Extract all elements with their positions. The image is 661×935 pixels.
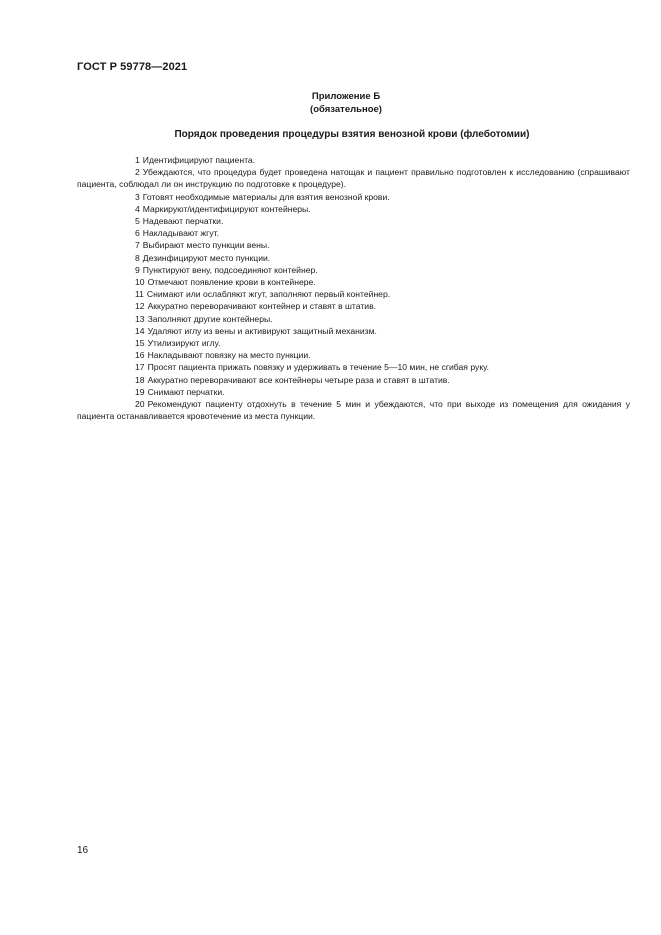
step-number: 15 [135,338,145,349]
appendix-heading [0,91,661,116]
step-number: 11 [135,289,144,300]
step-number: 20 [135,399,145,410]
step-text: Убеждаются, что процедура будет проведена натощак и пациент правильно подготовлен к исследованию (спрашивают пациента, соблюдал ли он инструкцию по подготовке к процедуре). [77,167,630,190]
step-text: Дезинфицируют место пункции. [142,252,271,263]
step-item [77,325,630,337]
step-number: 6 [135,228,140,239]
step-item [77,276,630,288]
step-number: 5 [135,216,140,227]
step-item [77,227,630,239]
step-number: 9 [135,264,140,275]
step-text: Маркируют/идентифицируют контейнеры. [142,203,311,214]
step-text: Накладывают жгут. [142,228,219,239]
step-text: Отмечают появление крови в контейнере. [147,277,316,288]
step-number: 3 [135,191,140,202]
step-text: Рекомендуют пациенту отдохнуть в течение 5 мин и убеждаются, что при выходе из помещения для ожидания у пациента останавливается кровотечение из места пункции. [77,399,630,422]
step-number: 12 [135,301,145,312]
step-text: Аккуратно переворачивают все контейнеры четыре раза и ставят в штатив. [147,374,450,385]
step-number: 13 [135,313,145,324]
step-item [77,313,630,325]
step-item [77,349,630,361]
step-text: Заполняют другие контейнеры. [147,313,273,324]
step-item [77,337,630,349]
procedure-steps [77,154,630,422]
step-text: Снимают перчатки. [147,386,225,397]
step-number: 18 [135,374,145,385]
step-number: 10 [135,277,145,288]
step-text: Утилизируют иглу. [147,338,221,349]
step-item [77,361,630,373]
step-text: Накладывают повязку на место пункции. [147,350,311,361]
step-number: 4 [135,203,140,214]
step-text: Готовят необходимые материалы для взятия венозной крови. [142,191,390,202]
step-item [77,300,630,312]
step-number: 17 [135,362,145,373]
step-item [77,154,630,166]
step-item [77,252,630,264]
step-item [77,215,630,227]
step-number: 16 [135,350,145,361]
step-number: 8 [135,252,140,263]
step-item [77,264,630,276]
step-text: Идентифицируют пациента. [142,155,256,165]
step-item [77,386,630,398]
step-item [77,288,630,300]
step-number: 1 [135,155,140,165]
step-text: Выбирают место пункции вены. [142,240,270,251]
step-item [77,191,630,203]
appendix-title: Приложение Б [311,91,381,102]
step-item [77,398,630,422]
step-text: Аккуратно переворачивают контейнер и ставят в штатив. [147,301,377,312]
step-item [77,239,630,251]
step-item [77,203,630,215]
step-number: 2 [135,167,140,178]
document-header: ГОСТ Р 59778—2021 [77,61,188,73]
appendix-status: (обязательное) [310,103,382,115]
step-number: 14 [135,325,145,336]
page-number: 16 [77,845,89,856]
step-item [77,374,630,386]
section-title: Порядок проведения процедуры взятия венозной крови (флеботомии) [174,129,530,140]
step-number: 7 [135,240,140,251]
step-text: Просят пациента прижать повязку и удерживать в течение 5—10 мин, не сгибая руку. [147,362,490,373]
step-text: Надевают перчатки. [142,216,224,227]
step-text: Снимают или ослабляют жгут, заполняют первый контейнер. [146,289,391,300]
step-text: Пунктируют вену, подсоединяют контейнер. [142,264,318,275]
step-text: Удаляют иглу из вены и активируют защитный механизм. [147,325,377,336]
step-item [77,166,630,190]
step-number: 19 [135,386,145,397]
